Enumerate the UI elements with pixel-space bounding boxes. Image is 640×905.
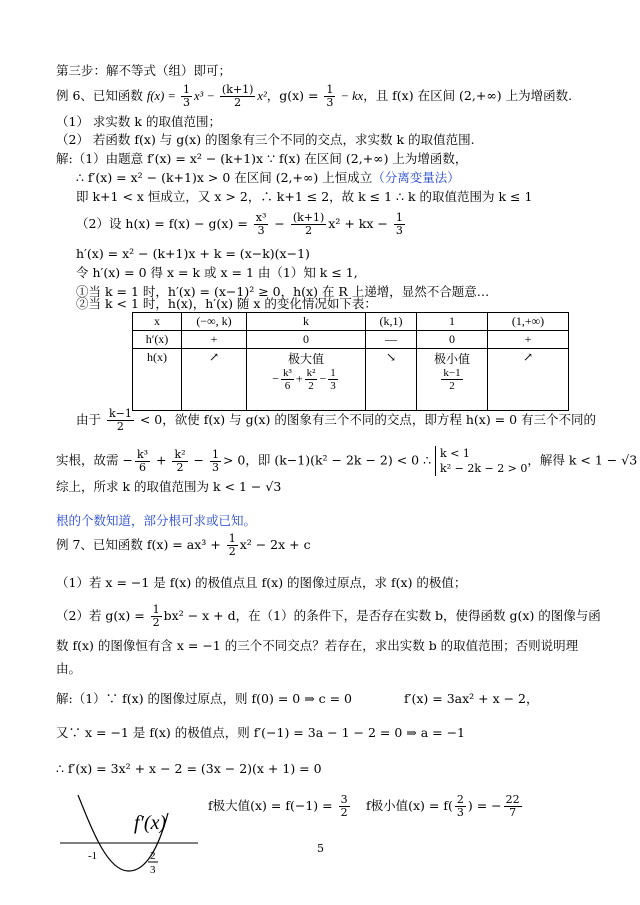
table-row bbox=[133, 331, 569, 349]
ex7-question-2c: 由。 bbox=[56, 661, 82, 676]
fraction: $\frac{k-1}{2}$ bbox=[108, 407, 132, 433]
graph-label: f′(x) bbox=[134, 812, 167, 834]
graph-left-root: -1 bbox=[88, 850, 98, 862]
table-cell: + bbox=[182, 331, 247, 349]
table-cell: (1,+∞) bbox=[488, 313, 569, 331]
table-cell: x bbox=[133, 313, 182, 331]
example6-statement: 例 6、已知函数 f(x) = $\frac{1}{3}$ x³ − $\frac{(k+1)}{2}$ x²，g(x) = $\frac{1}{3}$ − kx，且 f(x) 在区间 (2,+∞) 上为增函数. bbox=[56, 83, 573, 109]
fraction: $\frac{22}{7}$ bbox=[505, 793, 520, 819]
fraction: $\frac{3}{2}$ bbox=[340, 793, 348, 819]
page-number: 5 bbox=[317, 842, 324, 855]
fraction: $\frac{1}{2}$ bbox=[152, 603, 160, 629]
example7-statement: 例 7、已知函数 f(x) = ax³ + $\frac{1}{2}$ x² − 2x + c bbox=[56, 532, 311, 558]
method-note: （分离变量法） bbox=[372, 170, 460, 185]
table-cell: ↗ bbox=[488, 349, 569, 411]
variation-table bbox=[132, 312, 569, 411]
fraction: $\frac{(k+1)}{2}$ bbox=[292, 211, 325, 237]
min-expression: $\frac{k-1}{2}$ bbox=[443, 367, 461, 392]
table-cell: ↗ bbox=[182, 349, 247, 411]
ex6-question-1: （1） 求实数 k 的取值范围； bbox=[56, 114, 221, 129]
fraction: $\frac{\text{k²}}{2}$ bbox=[174, 447, 186, 474]
table-cell: — bbox=[366, 331, 417, 349]
table-cell-min bbox=[417, 349, 488, 411]
max-label: 极大值 bbox=[287, 352, 324, 366]
table-row bbox=[133, 313, 569, 331]
table-cell: + bbox=[488, 331, 569, 349]
step3-text: 第三步：解不等式（组）即可； bbox=[56, 63, 232, 78]
fraction: $\frac{1}{2}$ bbox=[228, 532, 236, 558]
ex7-question-1: （1）若 x = −1 是 f(x) 的极值点且 f(x) 的图像过原点，求 f(x) 的极值； bbox=[56, 575, 467, 590]
fraction: $\frac{1}{3}$ bbox=[182, 83, 190, 109]
fraction: $\frac{\text{x³}}{3}$ bbox=[255, 211, 267, 237]
derivative-sketch bbox=[58, 795, 218, 905]
ex6-question-2: （2） 若函数 f(x) 与 g(x) 的图象有三个不同的交点，求实数 k 的取值范围. bbox=[56, 132, 475, 147]
local-max: f极大值(x) = f(−1) = $\frac{3}{2}$ bbox=[208, 793, 348, 819]
table-cell: h(x) bbox=[133, 349, 182, 411]
table-cell: 1 bbox=[417, 313, 488, 331]
table-cell: (k,1) bbox=[366, 313, 417, 331]
fraction: $\frac{2}{3}$ bbox=[456, 793, 464, 819]
table-cell-max bbox=[247, 349, 366, 411]
graph-right-root-den: 3 bbox=[150, 864, 156, 876]
max-expression: − $\frac{\text{k³}}{6}$ + $\frac{\text{k²}}{2}$ − $\frac{1}{3}$ bbox=[272, 367, 336, 392]
graph-right-root-num: 2 bbox=[150, 850, 156, 862]
ex7-solution-1b: f′(x) = 3ax² + x − 2， bbox=[404, 691, 539, 706]
ex7-question-2b: 数 f(x) 的图像恒有含 x = −1 的三个不同交点？若存在，求出实数 b 的取值范围；否则说明理 bbox=[56, 638, 579, 653]
after-table-b: 实根，故需 − $\frac{\text{k³}}{6}$ + $\frac{\text{k²}}{2}$ − $\frac{1}{3}$ > 0，即 (k−1)(k² − 2k − 2) < 0 ∴ k < 1 k² − 2k − 2 > 0 ，解得 k < 1 − √3 bbox=[56, 447, 638, 475]
ex6-solution-1a: 解:（1）由题意 f′(x) = x² − (k+1)x ∵ f(x) 在区间 (2,+∞) 上为增函数， bbox=[56, 151, 468, 166]
ex6-solution-1c: 即 k+1 < x 恒成立，又 x > 2，∴ k+1 ≤ 2，故 k ≤ 1 ∴ k 的取值范围为 k ≤ 1 bbox=[76, 189, 533, 204]
table-cell: 0 bbox=[417, 331, 488, 349]
fraction: $\frac{1}{3}$ bbox=[211, 447, 219, 474]
conclusion: 综上，所求 k 的取值范围为 k < 1 − √3 bbox=[56, 479, 282, 494]
table-row bbox=[133, 349, 569, 411]
ex6-solution-2a: （2）设 h(x) = f(x) − g(x) = $\frac{\text{x³}}{3}$ − $\frac{(k+1)}{2}$ x² + kx − $\frac{1}{3}$ bbox=[76, 211, 403, 237]
table-cell: 0 bbox=[247, 331, 366, 349]
min-label: 极小值 bbox=[433, 352, 470, 366]
inequality-system: k < 1 k² − 2k − 2 > 0 bbox=[435, 446, 527, 476]
table-cell: k bbox=[247, 313, 366, 331]
local-min: f极小值(x) = f( $\frac{2}{3}$ ) = − $\frac{22}{7}$ bbox=[366, 793, 520, 819]
ex6-solution-2b: h′(x) = x² − (k+1)x + k = (x−k)(x−1) bbox=[76, 246, 310, 261]
table-cell: h′(x) bbox=[133, 331, 182, 349]
ex7-solution-2: 又∵ x = −1 是 f(x) 的极值点，则 f′(−1) = 3a − 1 − 2 = 0 ⇒ a = −1 bbox=[56, 725, 466, 740]
fraction: $\frac{(k+1)}{2}$ bbox=[221, 83, 254, 109]
fraction: $\frac{1}{3}$ bbox=[395, 211, 403, 237]
ex6-intro: 例 6、已知函数 bbox=[56, 88, 147, 103]
ex6-fx: f(x) = bbox=[146, 89, 179, 103]
ex6-solution-2c: 令 h′(x) = 0 得 x = k 或 x = 1 由（1）知 k ≤ 1, bbox=[76, 265, 358, 280]
blue-note: 根的个数知道，部分根可求或已知。 bbox=[56, 513, 257, 528]
fraction: $\frac{\text{k³}}{6}$ bbox=[136, 447, 149, 474]
table-cell: (−∞, k) bbox=[182, 313, 247, 331]
table-cell: ↘ bbox=[366, 349, 417, 411]
ex6-solution-2e: ②当 k < 1 时，h(x)，h′(x) 随 x 的变化情况如下表： bbox=[76, 296, 377, 311]
ex7-solution-1a: 解:（1）∵ f(x) 的图像过原点，则 f(0) = 0 ⇒ c = 0 bbox=[56, 691, 353, 706]
ex6-solution-2d: ①当 k = 1 时，h′(x) = (x−1)² ≥ 0，h(x) 在 R 上递增，显然不合题意… bbox=[76, 284, 490, 299]
ex7-solution-3: ∴ f′(x) = 3x² + x − 2 = (3x − 2)(x + 1) = 0 bbox=[56, 761, 322, 776]
ex7-question-2a: （2）若 g(x) = $\frac{1}{2}$ bx² − x + d，在（1）的条件下，是否存在实数 b，使得函数 g(x) 的图像与函 bbox=[56, 603, 601, 629]
fraction: $\frac{1}{3}$ bbox=[326, 83, 334, 109]
ex6-solution-1b: ∴ f′(x) = x² − (k+1)x > 0 在区间 (2,+∞) 上恒成立（分离变量法） bbox=[76, 170, 460, 185]
after-table-a: 由于 $\frac{k-1}{2}$ < 0，欲使 f(x) 与 g(x) 的图象有三个不同的交点，即方程 h(x) = 0 有三个不同的 bbox=[76, 407, 597, 433]
